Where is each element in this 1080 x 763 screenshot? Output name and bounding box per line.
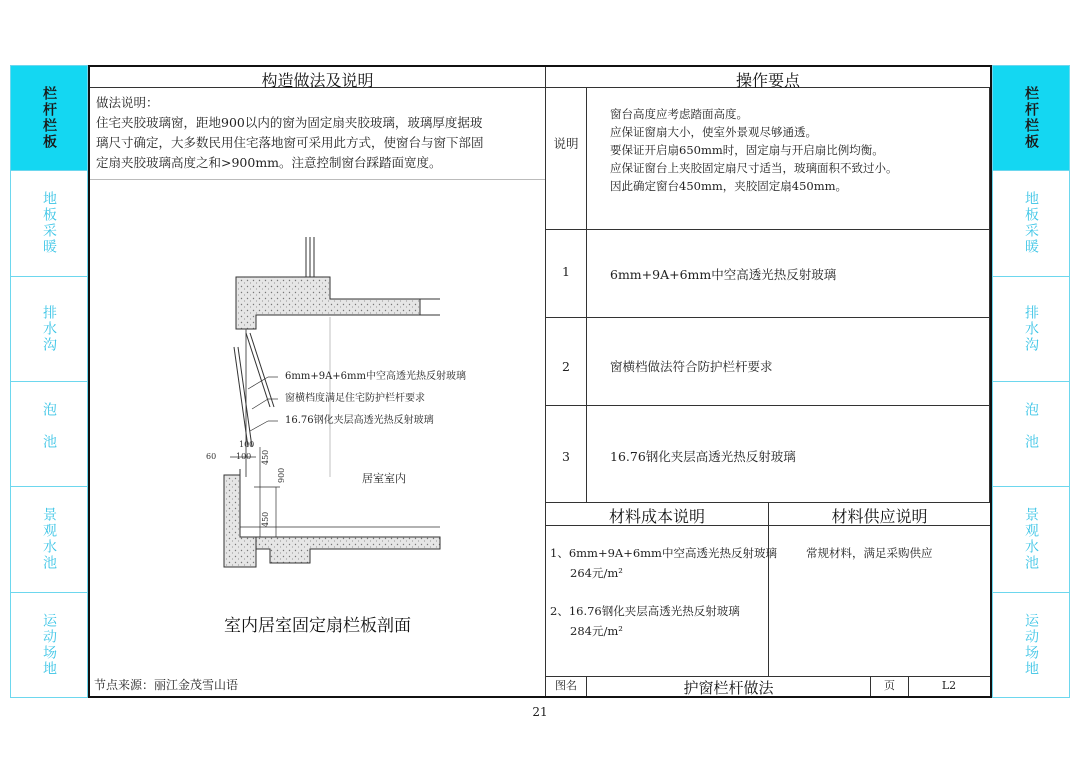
cost-item-1-line1: 1、6mm+9A+6mm中空高透光热反射玻璃 <box>550 546 777 560</box>
row-rule-3 <box>546 405 990 406</box>
desc-line-5: 因此确定窗台450mm，夹胶固定扇450mm。 <box>610 179 848 193</box>
desc-line-3: 要保证开启扇650mm时，固定扇与开启扇比例均衡。 <box>610 143 884 157</box>
tab-railing[interactable]: 栏杆栏板 <box>10 65 88 171</box>
callout-transom: 窗横档度满足住宅防护栏杆要求 <box>285 393 425 404</box>
method-line-1: 住宅夹胶玻璃窗，距地900以内的窗为固定扇夹胶玻璃，玻璃厚度据玻 <box>96 115 483 130</box>
left-category-tabs <box>10 65 88 698</box>
window-sash <box>234 333 274 447</box>
drawing-sheet <box>88 65 992 698</box>
dim-450-lower: 450 <box>261 511 270 527</box>
tab-floor-heating[interactable]: 地板采暖 <box>10 171 88 276</box>
dim-100-top: 100 <box>239 440 255 449</box>
method-rule <box>90 179 545 180</box>
footer-page-code: L2 <box>941 679 957 692</box>
tab-landscape-pond[interactable]: 景观水池 <box>10 487 88 592</box>
method-title: 做法说明： <box>96 95 159 110</box>
desc-line-2: 应保证窗扇大小，使室外景观尽够通透。 <box>610 125 817 139</box>
desc-line-4: 应保证窗台上夹胶固定扇尺寸适当，玻璃面积不致过小。 <box>610 161 898 175</box>
dim-450-upper: 450 <box>261 449 270 465</box>
row-right-rule <box>989 88 990 502</box>
desc-line-1: 窗台高度应考虑踏面高度。 <box>610 107 748 121</box>
item-3-no: 3 <box>562 449 570 464</box>
method-line-3: 定扇夹胶玻璃高度之和>900mm。注意控制窗台踩踏面宽度。 <box>96 155 442 170</box>
callout-glass-insulated: 6mm+9A+6mm中空高透光热反射玻璃 <box>285 371 466 382</box>
item-1-no: 1 <box>562 264 570 279</box>
item-1-text: 6mm+9A+6mm中空高透光热反射玻璃 <box>610 267 837 282</box>
tab-drainage-ditch-right[interactable]: 排水沟 <box>992 277 1070 382</box>
callout-laminated-glass: 16.76钢化夹层高透光热反射玻璃 <box>285 415 434 426</box>
drawing-caption: 室内居室固定扇栏板剖面 <box>224 616 411 636</box>
right-category-tabs <box>992 65 1070 698</box>
tab-pool[interactable]: 泡池 <box>10 382 88 487</box>
page-number: 21 <box>532 705 548 719</box>
footer-name-label: 图名 <box>555 679 577 692</box>
tab-sports-field-right[interactable]: 运动场地 <box>992 593 1070 698</box>
dim-60: 60 <box>206 452 217 461</box>
tab-drainage-ditch[interactable]: 排水沟 <box>10 277 88 382</box>
cost-supply-divider <box>768 502 769 676</box>
desc-label: 说明 <box>553 136 579 151</box>
item-2-text: 窗横档做法符合防护栏杆要求 <box>610 359 773 374</box>
upper-beam-slab <box>236 277 420 329</box>
cost-item-1-price: 264元/m² <box>570 566 623 580</box>
footer-page-label: 页 <box>884 679 895 692</box>
lower-sill-slab <box>224 475 256 567</box>
room-label: 居室室内 <box>362 472 406 485</box>
node-source: 节点来源：丽江金茂雪山语 <box>94 678 239 692</box>
dim-900: 900 <box>277 467 286 483</box>
row-rule-1 <box>546 229 990 230</box>
tab-railing-right[interactable]: 栏杆栏板 <box>992 65 1070 171</box>
upper-window-frame <box>306 237 314 277</box>
left-panel-header: 构造做法及说明 <box>261 71 374 90</box>
right-panel-header: 操作要点 <box>735 71 800 90</box>
method-line-2: 璃尺寸确定，大多数民用住宅落地窗可采用此方式，使窗台与窗下部固 <box>96 135 484 150</box>
supply-text: 常规材料，满足采购供应 <box>806 546 933 560</box>
cost-item-2-line1: 2、16.76钢化夹层高透光热反射玻璃 <box>550 604 740 618</box>
floor-slab <box>240 537 440 563</box>
label-column-rule <box>586 88 587 502</box>
supply-header: 材料供应说明 <box>831 507 928 526</box>
tab-pool-right[interactable]: 泡池 <box>992 382 1070 487</box>
cost-item-2-price: 284元/m² <box>570 624 623 638</box>
footer-title: 护窗栏杆做法 <box>683 679 774 697</box>
item-3-text: 16.76钢化夹层高透光热反射玻璃 <box>610 449 796 464</box>
item-2-no: 2 <box>562 359 570 374</box>
panel-divider <box>545 67 546 696</box>
tab-floor-heating-right[interactable]: 地板采暖 <box>992 171 1070 276</box>
row-rule-2 <box>546 317 990 318</box>
tab-sports-field[interactable]: 运动场地 <box>10 593 88 698</box>
cost-header: 材料成本说明 <box>608 507 705 526</box>
dim-100: 100 <box>236 452 252 461</box>
tab-landscape-pond-right[interactable]: 景观水池 <box>992 487 1070 592</box>
